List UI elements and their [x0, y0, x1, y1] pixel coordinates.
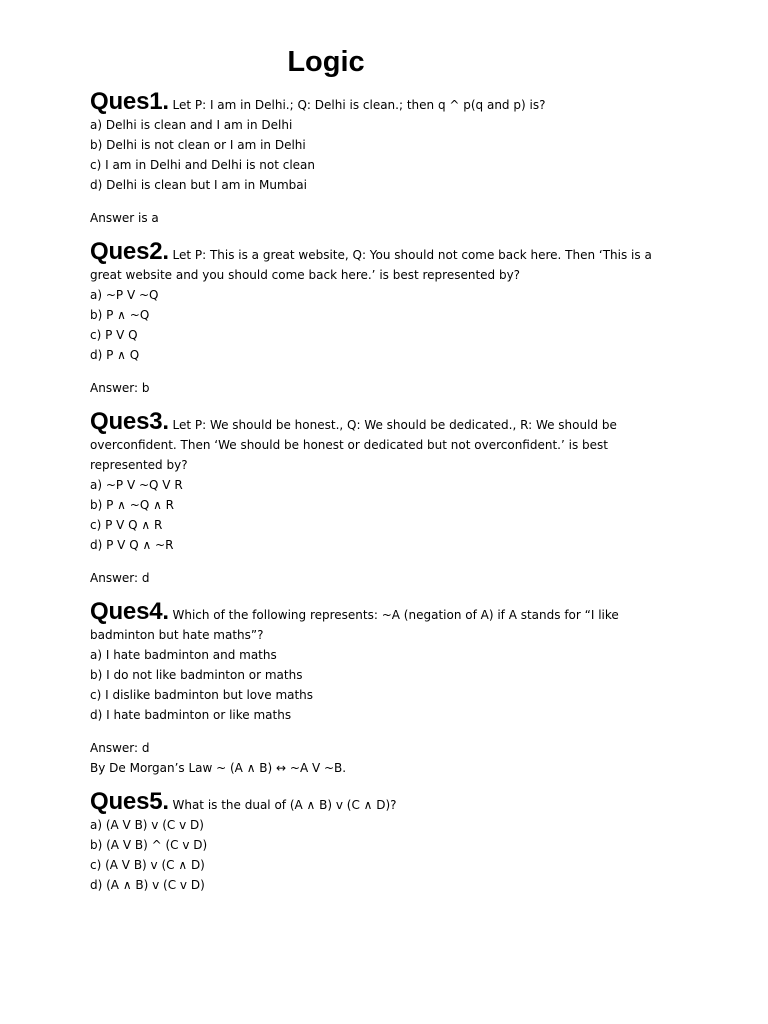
option-list — [90, 475, 680, 555]
question-1 — [90, 88, 680, 228]
option-a: a) ~P V ~Q V R — [90, 478, 183, 492]
question-heading — [90, 88, 680, 115]
option-a: a) Delhi is clean and I am in Delhi — [90, 118, 293, 132]
question-text: Let P: I am in Delhi.; Q: Delhi is clean.; then q ^ p(q and p) is? — [172, 98, 546, 112]
option-d: d) Delhi is clean but I am in Mumbai — [90, 178, 307, 192]
option-d: d) P V Q ∧ ~R — [90, 538, 174, 552]
option-list — [90, 285, 680, 365]
option-c: c) (A V B) v (C ∧ D) — [90, 858, 205, 872]
answer-text: Answer: b — [90, 381, 150, 395]
question-label: Ques2. — [90, 238, 169, 265]
question-text: What is the dual of (A ∧ B) v (C ∧ D)? — [172, 798, 397, 812]
question-5 — [90, 788, 680, 895]
explanation-note: By De Morgan’s Law ~ (A ∧ B) ↔ ~A V ~B. — [90, 761, 347, 775]
page-title: Logic — [287, 46, 365, 78]
question-label: Ques4. — [90, 598, 169, 625]
option-b: b) P ∧ ~Q — [90, 308, 150, 322]
option-a: a) ~P V ~Q — [90, 288, 159, 302]
question-label: Ques1. — [90, 88, 169, 115]
question-heading — [90, 598, 680, 645]
question-text: Which of the following represents: ~A (negation of A) if A stands for “I like badminton but hate maths”? — [90, 608, 619, 642]
option-d: d) I hate badminton or like maths — [90, 708, 292, 722]
option-d: d) (A ∧ B) v (C v D) — [90, 878, 205, 892]
question-text: Let P: We should be honest., Q: We should be dedicated., R: We should be overconfident. Then ‘We should be honest or dedicated but not overconfident.’ is best represented by? — [90, 418, 617, 472]
question-label: Ques5. — [90, 788, 169, 815]
option-c: c) P V Q — [90, 328, 138, 342]
question-2 — [90, 238, 680, 398]
option-c: c) P V Q ∧ R — [90, 518, 163, 532]
option-list — [90, 115, 680, 195]
option-a: a) I hate badminton and maths — [90, 648, 277, 662]
option-d: d) P ∧ Q — [90, 348, 140, 362]
question-text: Let P: This is a great website, Q: You should not come back here. Then ‘This is a great website and you should come back here.’ is best represented by? — [90, 248, 652, 282]
answer-text: Answer: d — [90, 571, 150, 585]
option-b: b) (A V B) ^ (C v D) — [90, 838, 208, 852]
option-b: b) I do not like badminton or maths — [90, 668, 303, 682]
question-list — [90, 88, 680, 909]
answer-text: Answer is a — [90, 211, 159, 225]
option-c: c) I am in Delhi and Delhi is not clean — [90, 158, 316, 172]
option-b: b) P ∧ ~Q ∧ R — [90, 498, 175, 512]
question-4 — [90, 598, 680, 778]
option-c: c) I dislike badminton but love maths — [90, 688, 314, 702]
option-a: a) (A V B) v (C v D) — [90, 818, 204, 832]
answer-text: Answer: d — [90, 741, 150, 755]
question-heading — [90, 408, 680, 475]
option-list — [90, 815, 680, 895]
option-b: b) Delhi is not clean or I am in Delhi — [90, 138, 306, 152]
question-heading — [90, 238, 680, 285]
question-3 — [90, 408, 680, 588]
question-label: Ques3. — [90, 408, 169, 435]
option-list — [90, 645, 680, 725]
question-heading — [90, 788, 680, 815]
